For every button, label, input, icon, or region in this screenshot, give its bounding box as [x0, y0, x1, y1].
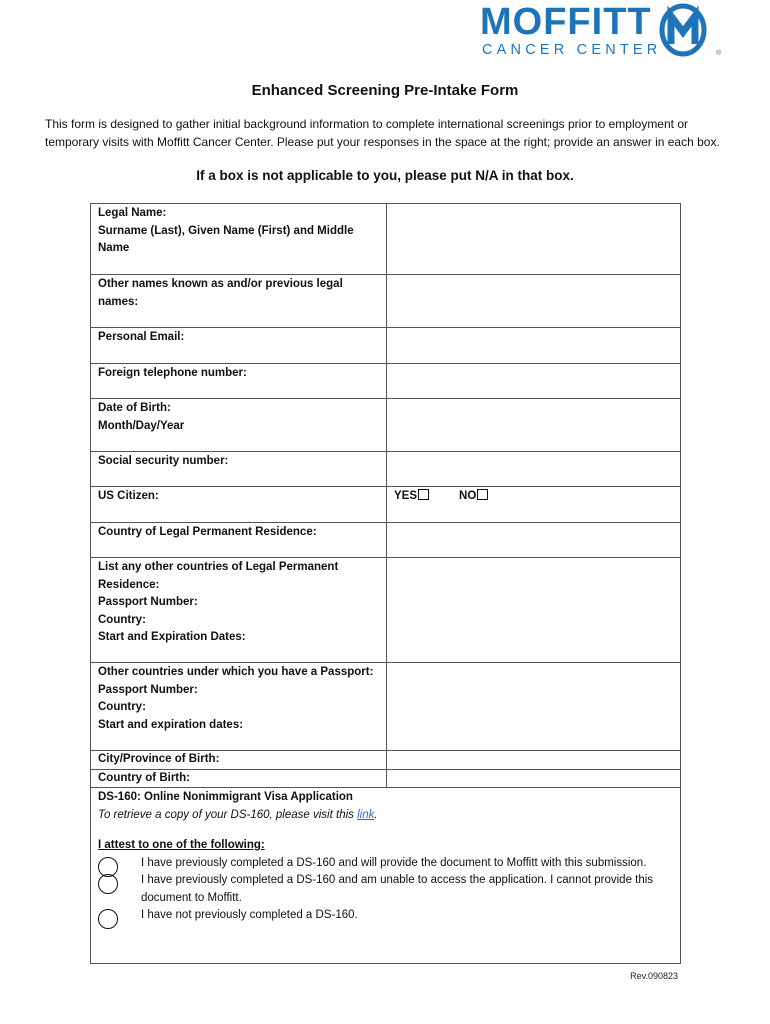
- ds160-option-1[interactable]: [98, 855, 673, 873]
- row-other-names: [91, 275, 681, 328]
- radio-icon[interactable]: [98, 909, 118, 929]
- row-dob: [91, 399, 681, 452]
- label-other-residence: List any other countries of Legal Permanent Residence: Passport Number: Country: Start and Expiration Dates:: [91, 558, 387, 663]
- ds160-option-3-label: I have not previously completed a DS-160.: [141, 909, 358, 921]
- citizen-no-label: NO: [459, 490, 477, 502]
- radio-icon[interactable]: [98, 874, 118, 894]
- citizen-yes-label: YES: [394, 490, 418, 502]
- row-birth-country: [91, 769, 681, 788]
- ds160-section: [91, 788, 681, 964]
- citizen-yes[interactable]: [394, 488, 429, 506]
- input-other-residence[interactable]: [387, 558, 681, 663]
- ds160-option-2[interactable]: [98, 872, 673, 907]
- input-residence[interactable]: [387, 523, 681, 558]
- page-title: Enhanced Screening Pre-Intake Form: [251, 82, 519, 99]
- label-citizen: US Citizen:: [91, 487, 387, 523]
- attest-colon: :: [260, 839, 265, 851]
- intro-paragraph: This form is designed to gather initial background information to complete international screenings prior to employment or temporary visits with Moffitt Cancer Center. Please put your responses in the space at the right; provide an answer in each box.: [45, 117, 720, 149]
- ds160-title: DS-160: Online Nonimmigrant Visa Application: [98, 791, 353, 803]
- row-ds160: [91, 788, 681, 964]
- logo-wordmark: MOFFITT: [480, 1, 652, 43]
- revision-code: Rev.090823: [630, 971, 678, 981]
- input-phone[interactable]: [387, 364, 681, 399]
- row-phone: [91, 364, 681, 399]
- checkbox-icon[interactable]: [418, 489, 429, 500]
- row-residence: [91, 523, 681, 558]
- label-birth-city: City/Province of Birth:: [91, 751, 387, 770]
- row-other-passport: [91, 663, 681, 751]
- logo-subtitle: CANCER CENTER: [482, 42, 662, 58]
- row-email: [91, 328, 681, 364]
- input-birth-country[interactable]: [387, 769, 681, 788]
- moffitt-logo: [480, 2, 730, 64]
- input-email[interactable]: [387, 328, 681, 364]
- label-email: Personal Email:: [91, 328, 387, 364]
- attest-heading: [98, 837, 673, 855]
- input-other-names[interactable]: [387, 275, 681, 328]
- row-legal-name: [91, 204, 681, 275]
- na-notice: If a box is not applicable to you, please put N/A in that box.: [196, 168, 574, 183]
- ds160-link[interactable]: link: [357, 808, 375, 821]
- ds160-sub-suffix: .: [374, 808, 378, 821]
- input-ssn[interactable]: [387, 452, 681, 487]
- input-dob[interactable]: [387, 399, 681, 452]
- input-birth-city[interactable]: [387, 751, 681, 770]
- label-birth-country: Country of Birth:: [91, 769, 387, 788]
- citizen-no[interactable]: [459, 488, 488, 506]
- ds160-option-1-label: I have previously completed a DS-160 and will provide the document to Moffitt with this submission.: [141, 856, 647, 869]
- label-residence: Country of Legal Permanent Residence:: [91, 523, 387, 558]
- label-other-names: Other names known as and/or previous legal names:: [91, 275, 387, 328]
- intake-table: [90, 203, 681, 964]
- label-other-passport: Other countries under which you have a Passport: Passport Number: Country: Start and expiration dates:: [91, 663, 387, 751]
- label-phone: Foreign telephone number:: [91, 364, 387, 399]
- ds160-instructions: [98, 807, 673, 825]
- input-other-passport[interactable]: [387, 663, 681, 751]
- attest-text: I attest to one of the following: [98, 839, 261, 851]
- row-other-residence: [91, 558, 681, 663]
- row-ssn: [91, 452, 681, 487]
- label-dob: Date of Birth: Month/Day/Year: [91, 399, 387, 452]
- ds160-option-2-label: I have previously completed a DS-160 and am unable to access the application. I cannot provide this document to Moffitt.: [141, 874, 654, 904]
- ds160-option-3[interactable]: [98, 907, 673, 925]
- moffitt-m-icon: [659, 2, 707, 58]
- row-citizen: [91, 487, 681, 523]
- label-legal-name: Legal Name: Surname (Last), Given Name (First) and Middle Name: [91, 204, 387, 275]
- citizen-options: [387, 487, 681, 523]
- input-legal-name[interactable]: [387, 204, 681, 275]
- label-ssn: Social security number:: [91, 452, 387, 487]
- ds160-sub-prefix: To retrieve a copy of your DS-160, please visit this: [98, 808, 358, 821]
- row-birth-city: [91, 751, 681, 770]
- checkbox-icon[interactable]: [477, 489, 488, 500]
- registered-mark: ®: [716, 50, 722, 57]
